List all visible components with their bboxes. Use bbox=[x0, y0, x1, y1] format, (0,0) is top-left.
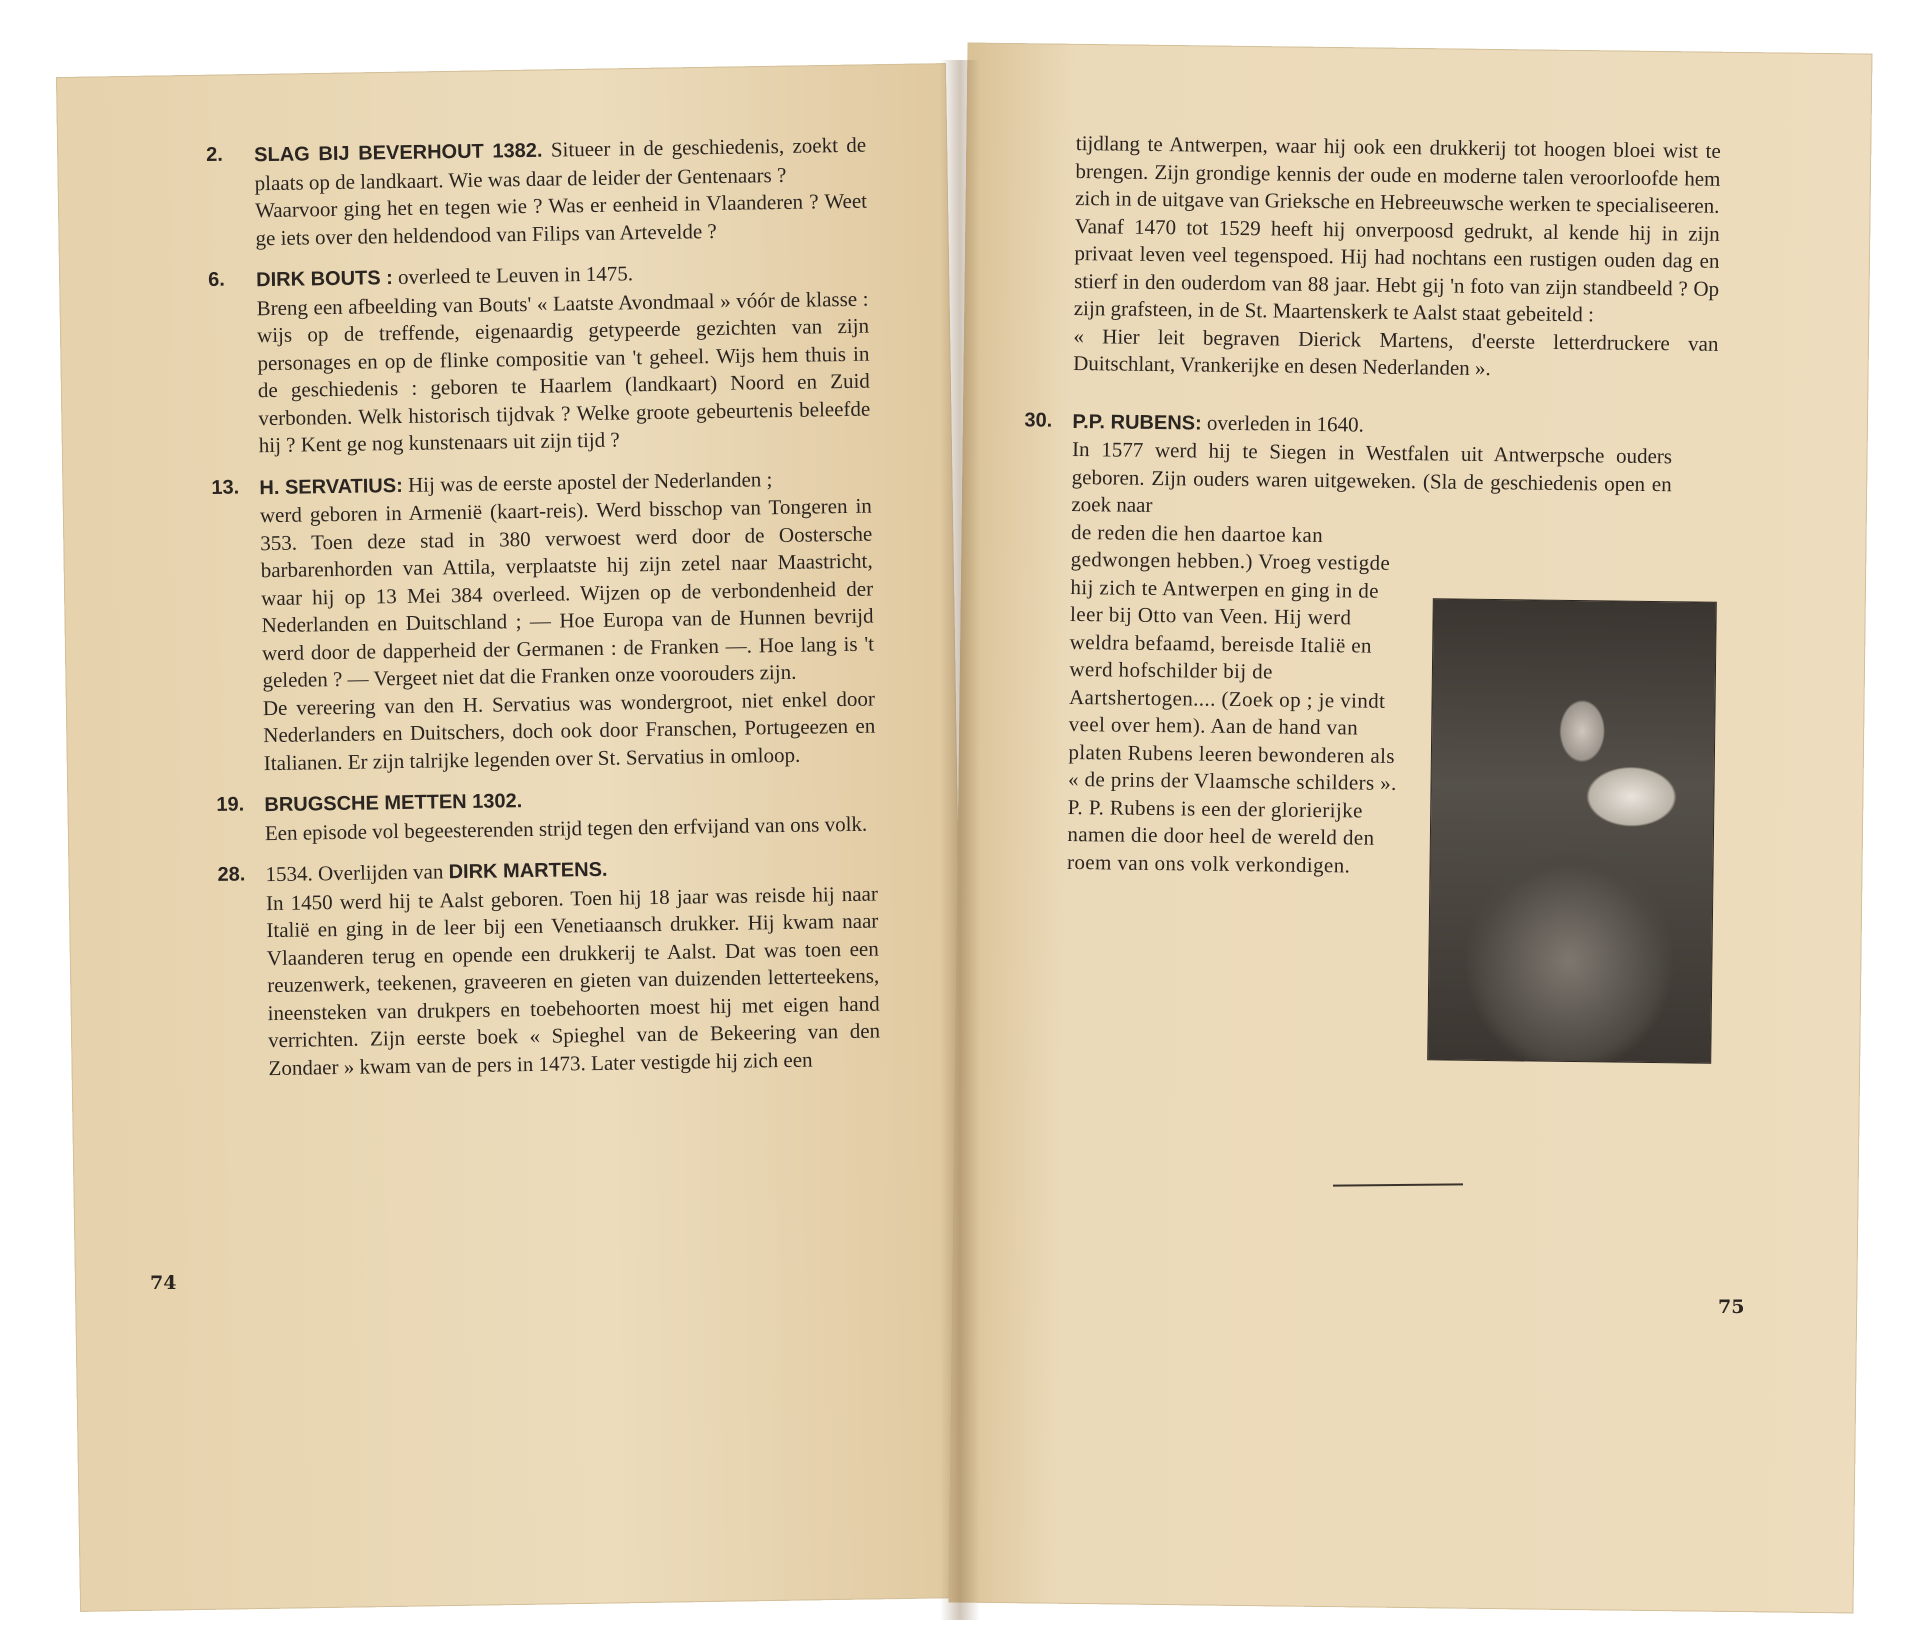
page-number-left: 74 bbox=[150, 1272, 177, 1294]
entry-dirk-bouts bbox=[208, 257, 871, 461]
entry-dirk-martens bbox=[217, 852, 880, 1083]
continuation-paragraph: tijdlang te Antwerpen, waar hij ook een drukkerij tot hoogen bloei wist te brengen. Zijn grondige kennis der oude en moderne talen veroorloofde hem zich in de uitgave van Grieksche en Hebreeuwsche werken te specialiseeren. bbox=[1075, 130, 1721, 218]
entry-number: 2. bbox=[206, 143, 224, 166]
left-page-text bbox=[206, 132, 881, 1097]
entry-number: 30. bbox=[1024, 408, 1053, 432]
entry-heading-text: BRUGSCHE METTEN 1302. bbox=[264, 790, 523, 817]
entry-heading-rest: overleden in 1640. bbox=[1201, 410, 1365, 437]
entry-body-2: De vereering van den H. Servatius was wondergroot, niet enkel door Nederlanders en Duitschers, doch ook door Franschen, Portugeezen en Italianen. Er zijn talrijke legenden over St. Servatius in omloop. bbox=[262, 686, 876, 775]
entry-number: 28. bbox=[217, 863, 246, 886]
entry-number: 19. bbox=[216, 793, 245, 816]
entry-heading: DIRK BOUTS : bbox=[256, 267, 394, 292]
entry-heading-pre: 1534. Overlijden van bbox=[265, 859, 449, 887]
entry-h-servatius bbox=[211, 464, 876, 778]
entry-heading-rest: overleed te Leuven in 1475. bbox=[392, 261, 634, 290]
entry-body: Een episode vol begeesterenden strijd tegen den erfvijand van ons volk. bbox=[264, 811, 868, 845]
entry-heading: P.P. RUBENS: bbox=[1072, 410, 1202, 435]
entry-body: werd geboren in Armenië (kaart-reis). Werd bisschop van Tongeren in 353. Toen deze stad in 380 verwoest werd door de Oostersche barbarenhorden van Attila, verplaatste hij zijn zetel naar Maastricht, waar hij op 13 Mei 384 overleed. Wijzen op de verbondenheid der Nederlanden en Duitschland ; — Hoe Europa van de Hunnen bevrijd werd door de dapperheid der Germanen : de Franken —. Hoe lang is 't geleden ? — Vergeet niet dat die Franken onze voorouders zijn. bbox=[259, 493, 875, 693]
entry-heading: H. SERVATIUS: bbox=[259, 474, 403, 499]
entry-intro: In 1577 werd hij te Siegen in Westfalen uit Antwerpsche ouders geboren. Zijn ouders waren uitgeweken. (Sla de geschiedenis open en zoek naar bbox=[1071, 436, 1673, 517]
entry-wrapped-text: de reden die hen daartoe kan gedwongen hebben.) Vroeg vestigde hij zich te Antwerpen en ging in de leer bij Otto van Veen. Hij werd weldra befaamd, bereisde Italië en werd hofschilder bij de Aartshertogen.... (Zoek op ; je vindt veel over hem). Aan de hand van platen Rubens leeren bewonderen als « de prins der Vlaamsche schilders ». bbox=[1067, 519, 1397, 795]
entry-heading: SLAG BIJ BEVERHOUT 1382. bbox=[254, 139, 543, 167]
entry-brugsche-metten bbox=[216, 782, 877, 848]
entry-body: Breng een afbeelding van Bouts' « Laatste Avondmaal » vóór de klasse : wijs op de treffende, eigenaardig getypeerde gezichten van zijn personages en op de flinke compositie van 't geheel. Wijs hem thuis in de geschiedenis : geboren te Haarlem (landkaart) Noord en Zuid verbonden. Welk historisch tijdvak ? Welke groote gebeurtenis beleefde hij ? Kent ge nog kunstenaars uit zijn tijd ? bbox=[256, 286, 871, 458]
entry-number: 6. bbox=[207, 268, 226, 291]
entry-number: 13. bbox=[211, 476, 240, 499]
entry-slag-bij-beverhout bbox=[206, 132, 868, 253]
epitaph-quote: « Hier leit begraven Dierick Martens, d'eerste letterdruckere van Duitschlant, Vrankerijke en desen Nederlanden ». bbox=[1073, 323, 1719, 381]
entry-heading-rest: Hij was de eerste apostel der Nederlanden ; bbox=[402, 466, 773, 497]
entry-wrapped-text-2: P. P. Rubens is een der glorierijke namen die door heel de wereld den roem van ons volk verkondigen. bbox=[1066, 794, 1375, 877]
book-gutter bbox=[940, 60, 980, 1620]
page-number-right: 75 bbox=[1718, 1296, 1745, 1318]
entry-heading: DIRK MARTENS. bbox=[448, 858, 608, 884]
rubens-portrait-image bbox=[1427, 598, 1717, 1063]
continuation-paragraph-2: Vanaf 1470 tot 1529 heeft hij onverpoosd gedrukt, al kende hij in zijn privaat leven veel tegenspoed. Hij had nochtans een rustigen ouden dag en stierf in den ouderdom van 88 jaar. Hebt gij 'n foto van zijn standbeeld ? Op zijn grafsteen, in de St. Maartenskerk te Aalst staat gebeiteld : bbox=[1073, 213, 1720, 327]
entry-body: Situeer in de geschiedenis, zoekt de plaats op de landkaart. Wie was daar de leider der Gentenaars ? bbox=[254, 132, 867, 195]
entry-body: In 1450 werd hij te Aalst geboren. Toen hij 18 jaar was reisde hij naar Italië en ging in de leer bij een Venetiaansch drukker. Hij kwam naar Vlaanderen terug en opende een drukkerij te Aalst. Dat was toen een reuzenwerk, teekenen, graveeren en gieten van duizenden letterteekens, ineensteken van drukpers en toebehoorten moest hij met eigen hand verrichten. Zijn eerste boek « Spieghel van de Bekeering van den Zondaer » kwam van de pers in 1473. Later vestigde hij zich een bbox=[265, 881, 881, 1080]
entry-body-2: Waarvoor ging het en tegen wie ? Was er eenheid in Vlaanderen ? Weet ge iets over den heldendood van Filips van Artevelde ? bbox=[254, 188, 868, 250]
entry-paragraph bbox=[254, 132, 867, 198]
